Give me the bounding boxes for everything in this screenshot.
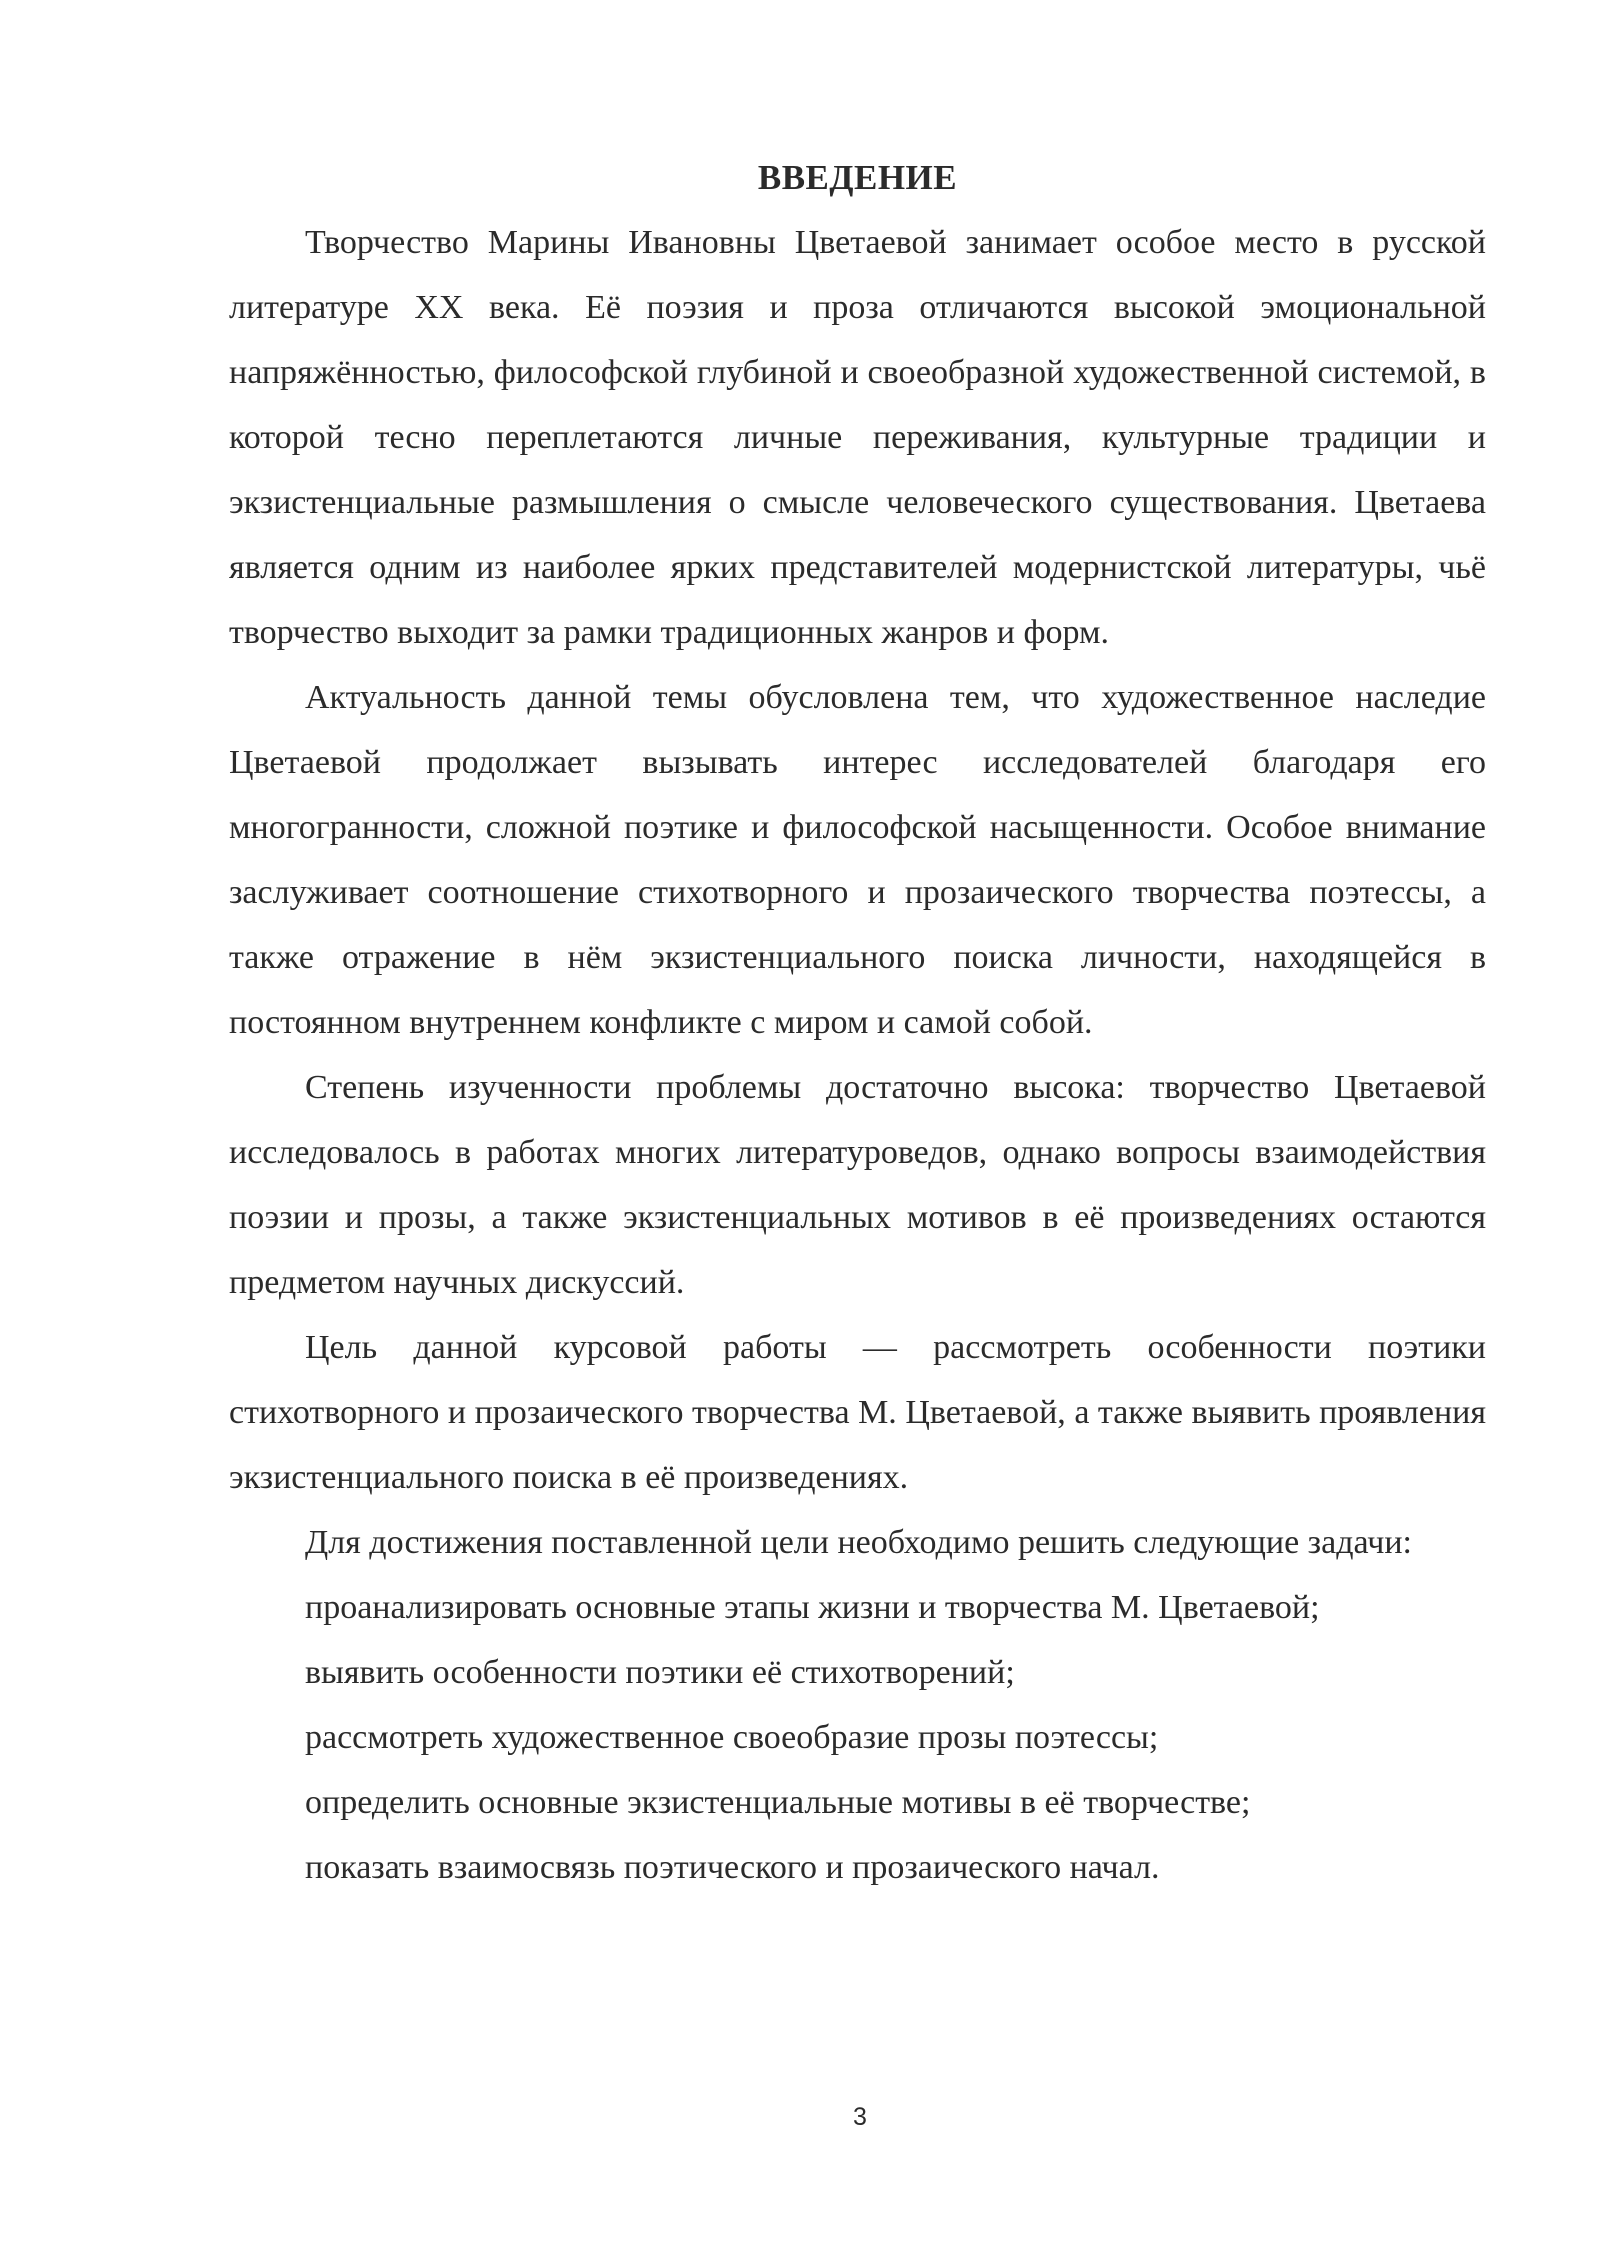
section-heading: ВВЕДЕНИЕ bbox=[757, 158, 958, 197]
paragraph-research-degree: Степень изученности проблемы достаточно высока: творчество Цветаевой исследовалось в работах многих литературоведов, однако вопросы взаимодействия поэзии и прозы, а также экзистенциальных мотивов в её произведениях остаются предметом научных дискуссий. bbox=[229, 1069, 1486, 1301]
paragraph-tasks-intro: Для достижения поставленной цели необходимо решить следующие задачи: bbox=[305, 1524, 1412, 1561]
tasks-list bbox=[229, 1575, 1486, 1900]
task-item: проанализировать основные этапы жизни и творчества М. Цветаевой; bbox=[305, 1589, 1320, 1626]
page-number: 3 bbox=[853, 2103, 867, 2131]
task-item: определить основные экзистенциальные мотивы в её творчестве; bbox=[305, 1784, 1251, 1821]
task-item: показать взаимосвязь поэтического и прозаического начал. bbox=[305, 1849, 1160, 1886]
paragraph-goal: Цель данной курсовой работы — рассмотреть особенности поэтики стихотворного и прозаического творчества М. Цветаевой, а также выявить проявления экзистенциального поиска в её произведениях. bbox=[229, 1329, 1486, 1496]
page-content bbox=[229, 145, 1486, 1900]
task-item: рассмотреть художественное своеобразие прозы поэтессы; bbox=[305, 1719, 1159, 1756]
paragraph-introduction: Творчество Марины Ивановны Цветаевой занимает особое место в русской литературе XX века. Её поэзия и проза отличаются высокой эмоциональной напряжённостью, философской глубиной и своеобразной художественной системой, в которой тесно переплетаются личные переживания, культурные традиции и экзистенциальные размышления о смысле человеческого существования. Цветаева является одним из наиболее ярких представителей модернистской литературы, чьё творчество выходит за рамки традиционных жанров и форм. bbox=[229, 224, 1486, 651]
task-item: выявить особенности поэтики её стихотворений; bbox=[305, 1654, 1015, 1691]
paragraph-relevance: Актуальность данной темы обусловлена тем, что художественное наследие Цветаевой продолжает вызывать интерес исследователей благодаря его многогранности, сложной поэтике и философской насыщенности. Особое внимание заслуживает соотношение стихотворного и прозаического творчества поэтессы, а также отражение в нём экзистенциального поиска личности, находящейся в постоянном внутреннем конфликте с миром и самой собой. bbox=[229, 679, 1486, 1041]
